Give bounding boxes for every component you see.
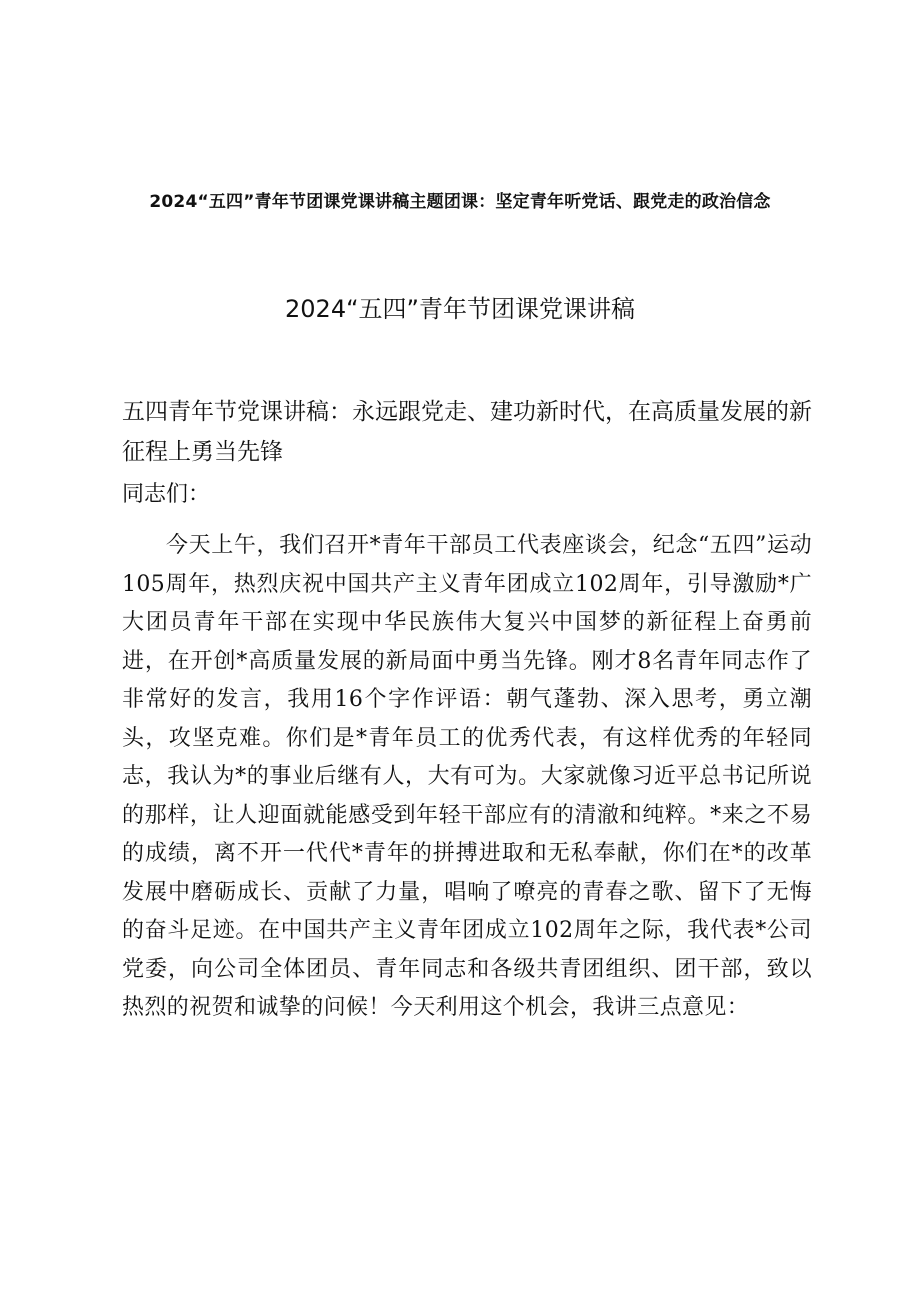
body-paragraph: 今天上午，我们召开*青年干部员工代表座谈会，纪念“五四”运动105周年，热烈庆祝中国共产主义青年团成立102周年，引导激励*广大团员青年干部在实现中华民族伟大复兴中国梦的新征程上奋勇前进，在开创*高质量发展的新局面中勇当先锋。刚才8名青年同志作了非常好的发言，我用16个字作评语：朝气蓬勃、深入思考，勇立潮头，攻坚克难。你们是*青年员工的优秀代表，有这样优秀的年轻同志，我认为*的事业后继有人，大有可为。大家就像习近平总书记所说的那样，让人迎面就能感受到年轻干部应有的清澈和纯粹。*来之不易的成绩，离不开一代代*青年的拼搏进取和无私奉献，你们在*的改革发展中磨砺成长、贡献了力量，唱响了嘹亮的青春之歌、留下了无悔的奋斗足迹。在中国共产主义青年团成立102周年之际，我代表*公司党委，向公司全体团员、青年同志和各级共青团组织、团干部，致以热烈的祝贺和诚挚的问候！今天利用这个机会，我讲三点意见： (122, 533, 812, 1020)
sub-title: 五四青年节党课讲稿：永远跟党走、建功新时代，在高质量发展的新征程上勇当先锋 (122, 399, 812, 465)
salutation: 同志们： (122, 482, 211, 507)
main-title: 2024“五四”青年节团课党课讲稿 (285, 295, 635, 323)
document-header: 2024“五四”青年节团课党课讲稿主题团课：坚定青年听党话、跟党走的政治信念 (149, 192, 771, 212)
